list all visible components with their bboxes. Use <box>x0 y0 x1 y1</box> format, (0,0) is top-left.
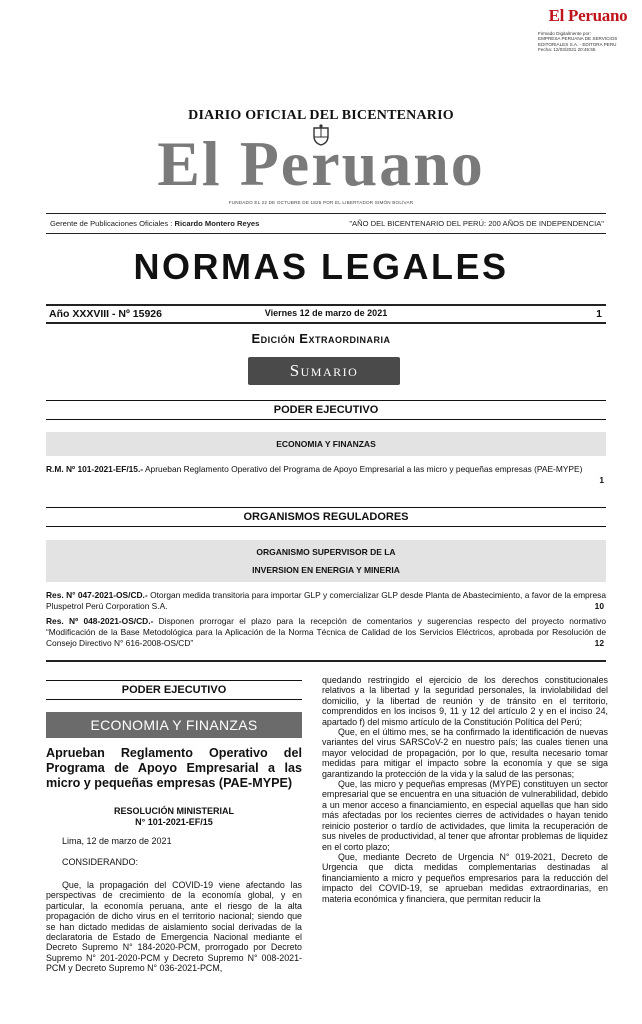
diario-heading: DIARIO OFICIAL DEL BICENTENARIO <box>188 108 454 123</box>
gerente-label: Gerente de Publicaciones Oficiales : <box>50 219 173 228</box>
summary-entry[interactable]: R.M. Nº 101-2021-EF/15.- Aprueban Reglamento Operativo del Programa de Apoyo Empresarial a las micro y pequeñas empresas (PAE-MYPE) 1 <box>46 464 604 485</box>
summary-subsection-economia: ECONOMIA Y FINANZAS <box>46 432 606 456</box>
edition-label: Edición Extraordinaria <box>251 331 391 346</box>
divider <box>46 660 606 662</box>
entry-page: 1 <box>599 475 604 485</box>
divider <box>46 213 606 214</box>
fundado-line: FUNDADO EL 22 DE OCTUBRE DE 1825 POR EL LIBERTADOR SIMÓN BOLÍVAR <box>228 200 414 205</box>
issue-date: Viernes 12 de marzo de 2021 <box>264 308 388 318</box>
article-body-right: quedando restringido el ejercicio de los derechos constitucionales relativos a la libertad y la seguridad personales, la inviolabilidad del domicilio, y la libertad de reunión y de tránsito en el territorio, comprendidos en los incisos 9, 11 y 12 del artículo 2 y en el inciso 24, apartado f) del mismo artículo de la Constitución Política del Perú; Que, en el último mes, se ha confirmado la identificación de nuevas variantes del virus SARSCoV-2 en nuestro país; las cuales tienen una mayor velocidad de propagación, por lo que, resulta necesario tomar medidas para mitigar el impacto sobre la economía y que se siga garantizando la protección de la vida y la salud de las personas; Que, las micro y pequeñas empresas (MYPE) constituyen un sector empresarial que se encuentra en una situación de vulnerabilidad, debido a un menor acceso a financiamiento, en especial aquellas que han sido más afectadas por los recientes cierres de actividades o hayan tenido reinicio posterior o tardío de actividades, que limita la recuperación de sus niveles de productividad, al tener que afrontar problemas de liquidez en el corto plazo; Que, mediante Decreto de Urgencia N° 019-2021, Decreto de Urgencia que dicta medidas complementarias destinadas al financiamiento a micro y pequeños empresarios para la reducción del impacto del COVID-19, se aprueban medidas extraordinarias, en materia económica y financiera, que permitan reducir la <box>322 675 608 904</box>
divider <box>46 304 606 306</box>
divider <box>46 322 606 324</box>
summary-section-reguladores: ORGANISMOS REGULADORES <box>46 507 606 527</box>
article-headline: Aprueban Reglamento Operativo del Programa de Apoyo Empresarial a las micro y pequeñas empresas (PAE-MYPE) <box>46 746 302 790</box>
summary-subsection-osinergmin: ORGANISMO SUPERVISOR DE LA INVERSION EN ENERGIA Y MINERIA <box>46 540 606 582</box>
issue-number: Año XXXVIII - Nº 15926 <box>49 308 162 320</box>
gerente-name: Ricardo Montero Reyes <box>174 219 260 228</box>
summary-entry[interactable]: Res. Nº 048-2021-OS/CD.- Disponen prorrogar el plazo para la recepción de comentarios y sugerencias respecto del proyecto normativo “Modificación de la Base Metodológica para la Aplicación de la Norma Técnica de Calidad de los Servicios Eléctricos, aprobada por Resolución de Consejo Directivo N° 616-2008-OS/CD” 12 <box>46 616 606 648</box>
entry-page: 10 <box>594 601 604 611</box>
article-ministry-band: ECONOMIA Y FINANZAS <box>46 712 302 738</box>
resolution-title: RESOLUCIÓN MINISTERIAL N° 101-2021-EF/15 <box>113 806 234 827</box>
article-section-title: PODER EJECUTIVO <box>46 680 302 700</box>
page-number: 1 <box>596 308 602 320</box>
entry-page: 12 <box>594 638 604 648</box>
resolution-date: Lima, 12 de marzo de 2021 <box>62 836 172 846</box>
digital-signature-text: Firmado Digitalmente por: EMPRESA PERUANA DE SERVICIOS EDITORIALES S.A. - EDITORA PERU Fecha: 12/03/2021 20:45:55 <box>538 31 618 53</box>
sumario-banner: Sumario <box>248 357 400 385</box>
considerando-label: CONSIDERANDO: <box>62 857 139 867</box>
section-title: NORMAS LEGALES <box>133 246 509 287</box>
issue-line <box>46 307 606 322</box>
brand-title: El Peruano <box>157 128 485 199</box>
article-body-left: Que, la propagación del COVID-19 viene afectando las perspectivas de crecimiento de la economía global, y en particular, la economía peruana, ante el riesgo de la alta propagación de dicho virus en el territorio nacional; siendo que se han dictado medidas de aislamiento social derivadas de la declaratoria de Estado de Emergencia Nacional mediante el Decreto Supremo N° 184-2020-PCM, prorrogado por Decreto Supremo N° 201-2020-PCM y Decreto Supremo N° 008-2021-PCM y Decreto Supremo N° 036-2021-PCM, <box>46 880 302 974</box>
summary-section-ejecutivo: PODER EJECUTIVO <box>46 400 606 420</box>
corner-logo: El Peruano <box>548 6 628 25</box>
year-motto: "AÑO DEL BICENTENARIO DEL PERÚ: 200 AÑOS DE INDEPENDENCIA" <box>349 219 604 228</box>
summary-entry[interactable]: Res. N° 047-2021-OS/CD.- Otorgan medida transitoria para importar GLP y comercializar GLP desde Planta de Abastecimiento, a favor de la empresa Pluspetrol Perú Corporation S.A. 10 <box>46 590 606 611</box>
divider <box>46 233 606 234</box>
